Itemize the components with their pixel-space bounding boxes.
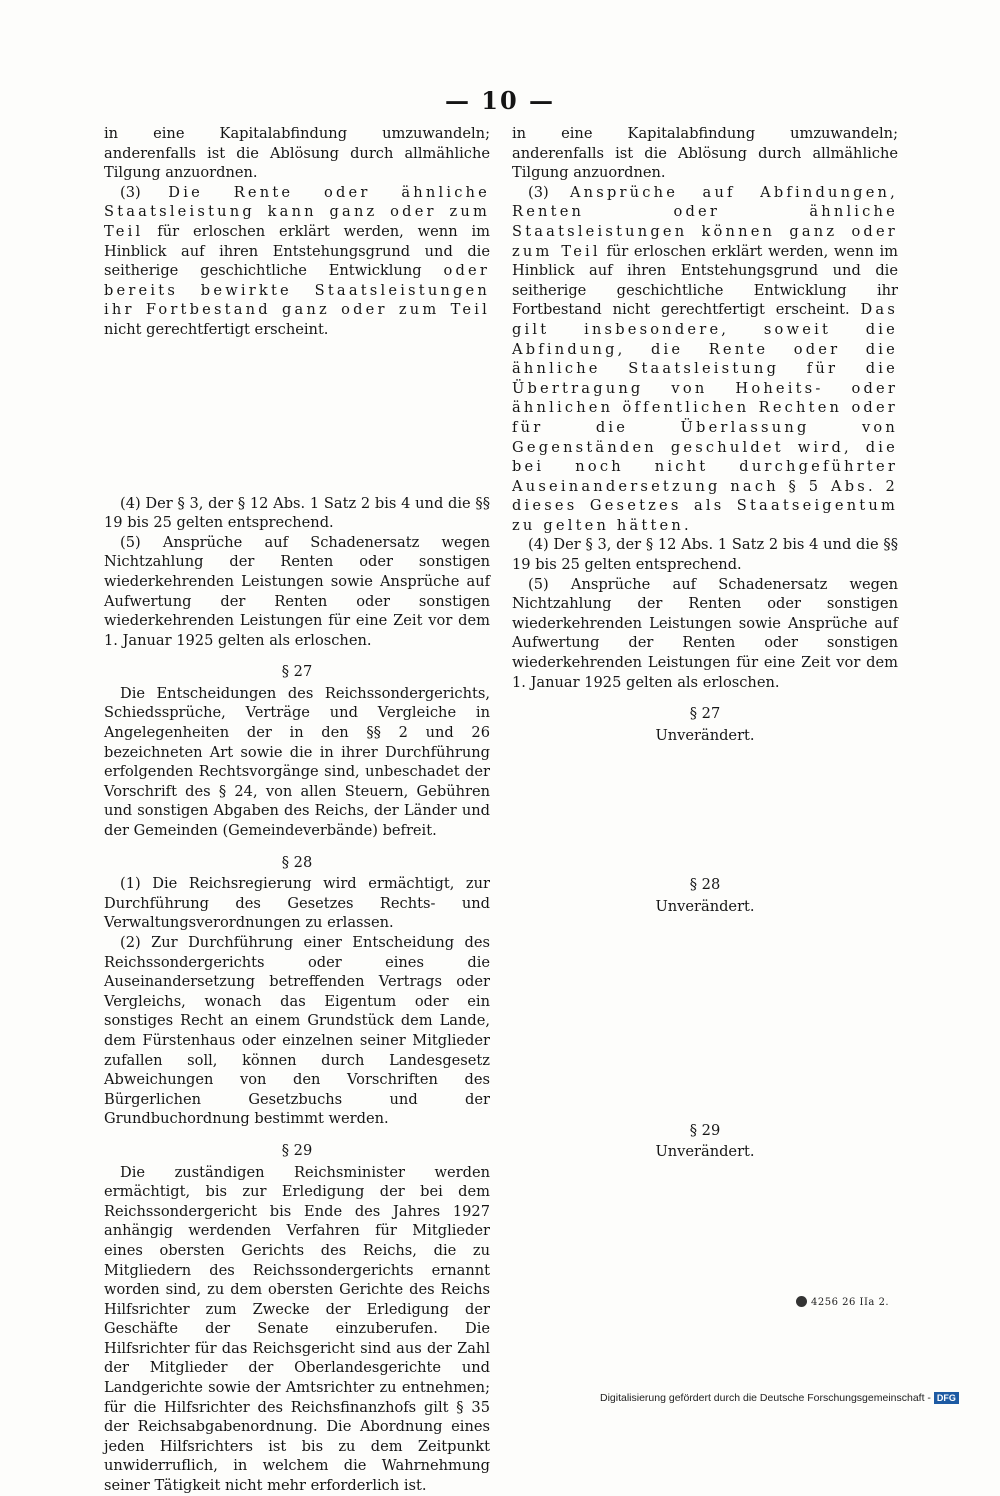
left-paragraph-3-end: nicht gerechtfertigt erscheint.: [104, 320, 329, 338]
print-code: [796, 1296, 889, 1308]
right-section-28-text: Unverändert.: [655, 898, 755, 915]
left-section-27-heading: § 27: [281, 663, 313, 681]
dfg-logo-icon: DFG: [934, 1392, 959, 1404]
left-blank-space: [104, 340, 490, 494]
left-continuation-paragraph: in eine Kapitalabfindung umzuwandeln; anderenfalls ist die Ablösung durch allmähliche Tilgung anzuordnen.: [104, 125, 490, 182]
left-paragraph-4: (4) Der § 3, der § 12 Abs. 1 Satz 2 bis 4 und die §§ 19 bis 25 gelten entsprechend.: [104, 494, 490, 532]
print-code-text: 4256 26 IIa 2.: [811, 1297, 890, 1308]
left-paragraph-3-text: für erloschen erklärt werden, wenn im Hinblick auf ihren Entstehungsgrund und die seitherige geschichtliche Entwicklung: [104, 222, 491, 280]
right-paragraph-5: (5) Ansprüche auf Schadenersatz wegen Nichtzahlung der Renten oder sonstigen wiederkehrenden Leistungen sowie Ansprüche auf Aufwertung der Renten oder sonstigen wiederkehrenden Leistungen für eine Zeit vor dem 1. Januar 1925 gelten als erloschen.: [512, 575, 898, 691]
left-section-27-text: Die Entscheidungen des Reichssondergerichts, Schiedssprüche, Verträge und Vergleiche in Angelegenheiten der in den §§ 2 und 26 bezeichneten Art sowie die in ihrer Durchführung erfolgenden Rechtsvorgänge sind, unbeschadet der Vorschrift des § 24, von allen Steuern, Gebühren und sonstigen Abgaben des Reichs, der Länder und der Gemeinden (Gemeindeverbände) befreit.: [104, 684, 490, 840]
left-paragraph-3-emphasis: Die Rente oder ähnliche Staatsleistung kann ganz oder zum Teil: [104, 183, 490, 240]
right-section-28-heading: § 28: [689, 876, 721, 894]
left-paragraph-3: [104, 183, 490, 340]
right-section-27-text: Unverändert.: [655, 726, 755, 744]
right-column: [512, 124, 898, 1162]
left-section-29-text: Die zuständigen Reichsminister werden ermächtigt, bis zur Erledigung der bei dem Reichssondergericht bis Ende des Jahres 1927 anhängig werdenden Verfahren für Mitglieder eines obersten Gerichts des Reichs, die zu Mitgliedern des Reichssondergerichts ernannt worden sind, zu dem obersten Gerichte des Reichs Hilfsrichter zum Zwecke der Erledigung der Geschäfte der Senate einzuberufen. Die Hilfsrichter für das Reichsgericht sind aus der Zahl der Mitglieder der Oberlandesgerichte und Landgerichte sowie der Amtsrichter zu entnehmen; für die Hilfsrichter des Reichsfinanzhofs gilt § 35 der Reichsabgabenordnung. Die Abordnung eines jeden Hilfsrichters ist bis zu dem Zeitpunkt unwiderruflich, in welchem die Wahrnehmung seiner Tätigkeit nicht mehr erforderlich ist.: [104, 1163, 490, 1495]
right-paragraph-3: [512, 183, 898, 536]
page-number: — 10 —: [444, 86, 556, 115]
right-section-29-text: Unverändert.: [655, 1143, 755, 1161]
digitization-credit: [600, 1392, 959, 1404]
right-paragraph-3-number: (3): [528, 183, 549, 201]
right-blank-space-1: [512, 745, 898, 863]
right-paragraph-3-text: für erloschen erklärt werden, wenn im Hinblick auf ihren Entstehungsgrund und die seitherige geschichtliche Entwicklung ihr Fortbestand nicht gerechtfertigt erscheint.: [512, 242, 898, 319]
right-paragraph-3-emphasis-2: Das gilt insbesondere, soweit die Abfindung, die Rente oder die ähnliche Staatsleistung für die Übertragung von Hoheits- oder ähnlichen öffentlichen Rechten oder für die Überlassung von Gegenständen geschuldet wird, die bei noch nicht durchgeführter Auseinandersetzung nach § 5 Abs. 2 dieses Gesetzes als Staatseigentum zu gelten hätten.: [512, 301, 899, 534]
left-column: [104, 124, 490, 1496]
digitization-credit-text: Digitalisierung gefördert durch die Deutsche Forschungsgemeinschaft -: [600, 1392, 931, 1404]
right-continuation-paragraph: in eine Kapitalabfindung umzuwandeln; anderenfalls ist die Ablösung durch allmähliche Tilgung anzuordnen.: [512, 125, 898, 182]
right-blank-space-2: [512, 917, 898, 1109]
right-paragraph-3-emphasis: Ansprüche auf Abfindungen, Renten oder ähnliche Staatsleistungen können ganz oder zum Teil: [512, 183, 898, 260]
left-section-29-heading: § 29: [281, 1141, 313, 1159]
left-paragraph-3-number: (3): [120, 183, 141, 201]
printer-seal-icon: [796, 1296, 807, 1307]
right-section-29-heading: § 29: [689, 1121, 721, 1139]
left-section-28-heading: § 28: [281, 853, 313, 871]
left-paragraph-3-emphasis-2: oder bereits bewirkte Staatsleistungen ihr Fortbestand ganz oder zum Teil: [104, 262, 491, 319]
left-paragraph-5: (5) Ansprüche auf Schadenersatz wegen Nichtzahlung der Renten oder sonstigen wiederkehrenden Leistungen sowie Ansprüche auf Aufwertung der Renten oder sonstigen wiederkehrenden Leistungen für eine Zeit vor dem 1. Januar 1925 gelten als erloschen.: [104, 533, 490, 649]
right-section-27-heading: § 27: [689, 705, 721, 723]
left-section-28-paragraph-1: (1) Die Reichsregierung wird ermächtigt, zur Durchführung des Gesetzes Rechts- und Verwaltungsverordnungen zu erlassen.: [104, 875, 490, 932]
right-paragraph-4: (4) Der § 3, der § 12 Abs. 1 Satz 2 bis 4 und die §§ 19 bis 25 gelten entsprechend.: [512, 536, 898, 574]
left-section-28-paragraph-2: (2) Zur Durchführung einer Entscheidung des Reichssondergerichts oder eines die Auseinandersetzung betreffenden Vertrags oder Vergleichs, wonach das Eigentum oder ein sonstiges Recht an einem Grundstück dem Lande, dem Fürstenhaus oder einzelnen seiner Mitglieder zufallen soll, können durch Landesgesetz Abweichungen von den Vorschriften des Bürgerlichen Gesetzbuchs und der Grundbuchordnung bestimmt werden.: [104, 934, 490, 1128]
